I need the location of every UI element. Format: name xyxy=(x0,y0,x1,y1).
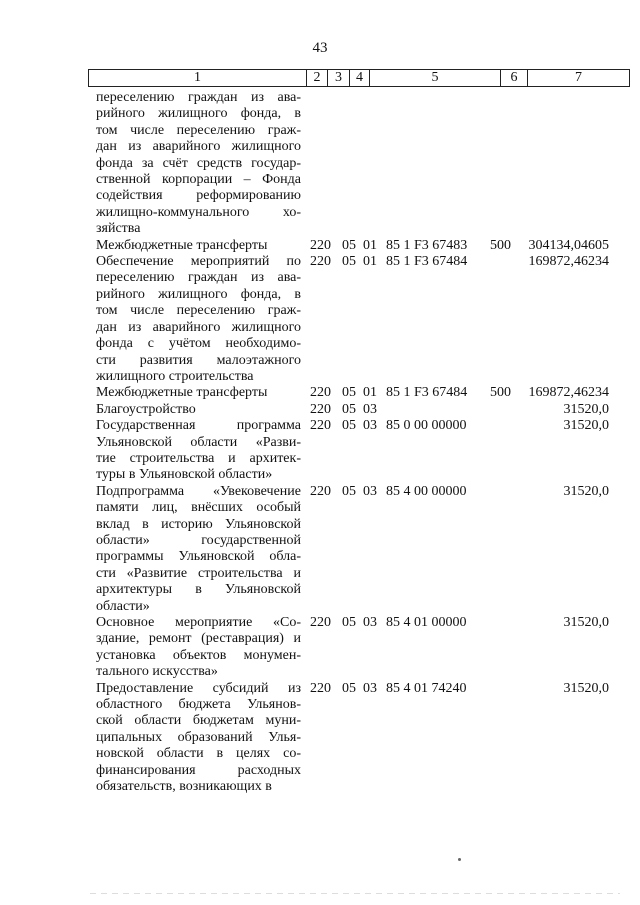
row-name-line: зяйства xyxy=(96,221,141,237)
table-row xyxy=(96,385,636,401)
row-name-line: сти развития малоэтажного xyxy=(96,352,301,368)
target-article-code: 85 4 00 00000 xyxy=(386,483,467,499)
section-code: 05 xyxy=(342,237,356,253)
table-row xyxy=(96,238,636,254)
row-codes xyxy=(310,238,525,254)
expense-type-code xyxy=(490,402,525,418)
row-name-line: Предоставление субсидий из xyxy=(96,680,301,696)
admin-code: 220 xyxy=(310,237,331,253)
section-code: 05 xyxy=(342,254,356,270)
row-name xyxy=(96,484,301,615)
column-header-6: 6 xyxy=(500,70,527,86)
scan-artifact-line xyxy=(90,893,620,894)
row-name-line: ской области бюджетам муни- xyxy=(96,713,301,729)
row-name-line: Подпрограмма «Увековечение xyxy=(96,483,301,499)
row-codes xyxy=(310,254,525,270)
scan-speck xyxy=(458,858,461,861)
row-name-line: дан из аварийного жилищного xyxy=(96,139,301,155)
row-name-line: Ульяновской области «Разви- xyxy=(96,434,301,450)
target-article-code: 85 4 01 74240 xyxy=(386,680,467,696)
row-amount: 31520,0 xyxy=(563,418,609,434)
row-name-line: фонда с учётом необходимо- xyxy=(96,336,301,352)
row-amount: 169872,46234 xyxy=(528,254,609,270)
expense-type-code xyxy=(490,484,525,500)
column-header-1: 1 xyxy=(194,70,201,85)
row-name-line: том числе переселению граж- xyxy=(96,122,301,138)
target-article-code: 85 4 01 00000 xyxy=(386,615,467,630)
row-name-line: финансирования расходных xyxy=(96,762,301,778)
section-code: 05 xyxy=(342,483,356,499)
admin-code: 220 xyxy=(310,483,331,499)
table-row xyxy=(96,681,636,796)
table-row xyxy=(96,615,636,681)
row-amount: 31520,0 xyxy=(563,401,609,417)
row-name-line: переселению граждан из ава- xyxy=(96,270,301,286)
row-name-line: рийного жилищного фонда, в xyxy=(96,106,301,122)
row-name-line: содействия реформированию xyxy=(96,188,301,204)
row-name-line: области» xyxy=(96,598,150,614)
target-article-code xyxy=(380,402,490,418)
row-name-line: тие строительства и архитек- xyxy=(96,450,301,466)
admin-code: 220 xyxy=(310,680,331,696)
row-amount: 304134,04605 xyxy=(528,237,609,253)
row-name-line: дан из аварийного жилищного xyxy=(96,319,301,335)
admin-code: 220 xyxy=(310,401,331,417)
target-article-code: 85 0 00 00000 xyxy=(386,418,467,434)
table-row xyxy=(96,402,636,418)
row-name-line: установка объектов монумен- xyxy=(96,647,301,663)
target-article-code: 85 1 F3 67484 xyxy=(386,254,468,270)
row-name-line: областного бюджета Ульянов- xyxy=(96,697,301,713)
admin-code: 220 xyxy=(310,385,331,401)
section-code: 05 xyxy=(342,385,356,401)
row-amount: 31520,0 xyxy=(563,483,609,499)
row-codes xyxy=(310,615,525,631)
expense-type-code xyxy=(490,681,525,697)
subsection-code: 03 xyxy=(363,401,377,417)
row-name-line: вклад в историю Ульяновской xyxy=(96,516,301,532)
row-name-line: жилищного строительства xyxy=(96,368,254,384)
subsection-code: 03 xyxy=(363,615,377,630)
table-row xyxy=(96,90,636,238)
row-name xyxy=(96,90,301,238)
row-name-line: ципальных образований Улья- xyxy=(96,729,301,745)
expense-type-code xyxy=(490,254,525,270)
row-name-line: переселению граждан из ава- xyxy=(96,90,301,105)
expense-type-code: 500 xyxy=(490,237,511,253)
target-article-code: 85 1 F3 67483 xyxy=(386,237,468,253)
subsection-code: 01 xyxy=(363,237,377,253)
row-name-line: Обеспечение мероприятий по xyxy=(96,254,301,270)
row-name-line: Благоустройство xyxy=(96,401,196,417)
admin-code: 220 xyxy=(310,418,331,434)
row-name-line: туры в Ульяновской области» xyxy=(96,467,273,483)
row-name-line: рийного жилищного фонда, в xyxy=(96,286,301,302)
column-header-7: 7 xyxy=(527,70,629,86)
row-name xyxy=(96,385,301,401)
row-amount: 31520,0 xyxy=(563,615,609,630)
row-name xyxy=(96,615,301,681)
row-codes xyxy=(310,681,525,697)
column-header-2: 2 xyxy=(306,70,327,86)
table-row xyxy=(96,484,636,615)
row-name xyxy=(96,254,301,385)
table-header xyxy=(88,69,630,87)
subsection-code: 01 xyxy=(363,385,377,401)
row-name-line: памяти лиц, внёсших особый xyxy=(96,500,301,516)
expense-type-code xyxy=(490,615,525,631)
section-code: 05 xyxy=(342,401,356,417)
row-name-line: сти «Развитие строительства и xyxy=(96,565,301,581)
row-name-line: том числе переселению граж- xyxy=(96,303,301,319)
row-name-line: фонда за счёт средств государ- xyxy=(96,155,301,171)
row-name xyxy=(96,238,301,254)
row-codes xyxy=(310,385,525,401)
row-name-line: Основное мероприятие «Со- xyxy=(96,615,301,630)
row-name-line: обязательств, возникающих в xyxy=(96,779,272,795)
row-name-line: Межбюджетные трансферты xyxy=(96,385,268,401)
column-header-5: 5 xyxy=(369,70,500,86)
row-name-line: Государственная программа xyxy=(96,418,301,434)
column-header-3: 3 xyxy=(327,70,349,86)
row-amount: 169872,46234 xyxy=(528,385,609,401)
table-body xyxy=(96,90,636,795)
row-name xyxy=(96,681,301,796)
row-name-line: программы Ульяновской обла- xyxy=(96,549,301,565)
row-name-line: Межбюджетные трансферты xyxy=(96,237,268,253)
row-name-line: жилищно-коммунального хо- xyxy=(96,204,301,220)
section-code: 05 xyxy=(342,418,356,434)
section-code: 05 xyxy=(342,680,356,696)
expense-type-code xyxy=(490,418,525,434)
row-codes xyxy=(310,484,525,500)
column-header-4: 4 xyxy=(349,70,369,86)
table-row xyxy=(96,418,636,484)
row-name-line: области» государственной xyxy=(96,532,301,548)
row-name-line: ственной корпорации – Фонда xyxy=(96,172,301,188)
row-name-line: здание, ремонт (реставрация) и xyxy=(96,631,301,647)
admin-code: 220 xyxy=(310,254,331,270)
row-name xyxy=(96,418,301,484)
admin-code: 220 xyxy=(310,615,331,630)
subsection-code: 01 xyxy=(363,254,377,270)
subsection-code: 03 xyxy=(363,418,377,434)
row-name-line: новской области в целях со- xyxy=(96,746,301,762)
subsection-code: 03 xyxy=(363,680,377,696)
target-article-code: 85 1 F3 67484 xyxy=(386,385,468,401)
expense-type-code: 500 xyxy=(490,385,511,401)
row-name-line: тального искусства» xyxy=(96,664,218,680)
table-row xyxy=(96,254,636,385)
subsection-code: 03 xyxy=(363,483,377,499)
row-name xyxy=(96,402,301,418)
section-code: 05 xyxy=(342,615,356,630)
row-amount: 31520,0 xyxy=(563,680,609,696)
row-codes xyxy=(310,418,525,434)
page-number: 43 xyxy=(312,40,328,56)
row-codes xyxy=(310,402,525,418)
row-name-line: архитектуры в Ульяновской xyxy=(96,582,301,598)
